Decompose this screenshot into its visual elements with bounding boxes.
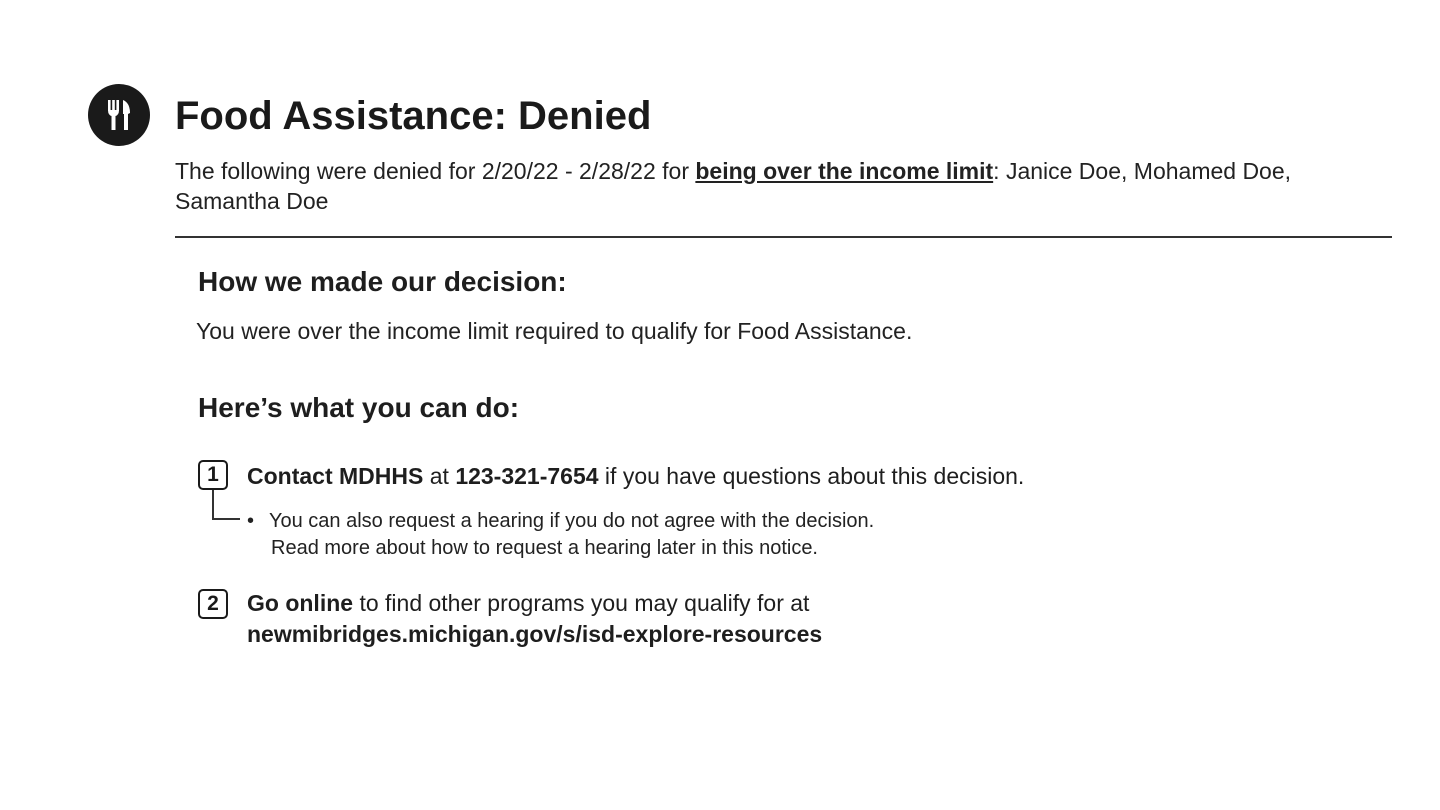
denial-summary-prefix: The following were denied for 2/20/22 - 2/28/22 for — [175, 158, 696, 184]
connector-line — [212, 490, 240, 520]
denial-summary-colon: : — [993, 158, 1006, 184]
page-title: Food Assistance: Denied — [175, 94, 652, 138]
decision-text: You were over the income limit required to qualify for Food Assistance. — [196, 318, 913, 344]
decision-heading: How we made our decision: — [198, 266, 567, 297]
phone-number: 123-321-7654 — [455, 463, 599, 489]
step-2-rest: to find other programs you may qualify for at — [353, 590, 810, 616]
hearing-note-line-2: Read more about how to request a hearing later in this notice. — [271, 537, 818, 559]
actions-heading: Here’s what you can do: — [198, 392, 520, 423]
bullet-dot: • — [247, 510, 255, 532]
step-2-text — [247, 588, 822, 650]
step-1-text — [247, 461, 1024, 492]
step-1-number: 1 — [198, 460, 228, 490]
denial-reason: being over the income limit — [695, 158, 994, 184]
divider — [175, 236, 1392, 238]
hearing-note-line-1: You can also request a hearing if you do not agree with the decision. — [269, 510, 875, 532]
step-2-number: 2 — [198, 589, 228, 619]
contact-mdhhs-label: Contact MDHHS — [247, 463, 424, 489]
fork-knife-icon — [88, 84, 150, 146]
hearing-note — [247, 508, 874, 562]
denied-names: Janice Doe, Mohamed Doe, Samantha Doe — [175, 158, 1292, 214]
resources-url: newmibridges.michigan.gov/s/isd-explore-resources — [247, 621, 823, 647]
step-1-at: at — [423, 463, 456, 489]
go-online-label: Go online — [247, 590, 354, 616]
step-1-rest: if you have questions about this decision. — [598, 463, 1025, 489]
denial-summary — [175, 156, 1390, 216]
